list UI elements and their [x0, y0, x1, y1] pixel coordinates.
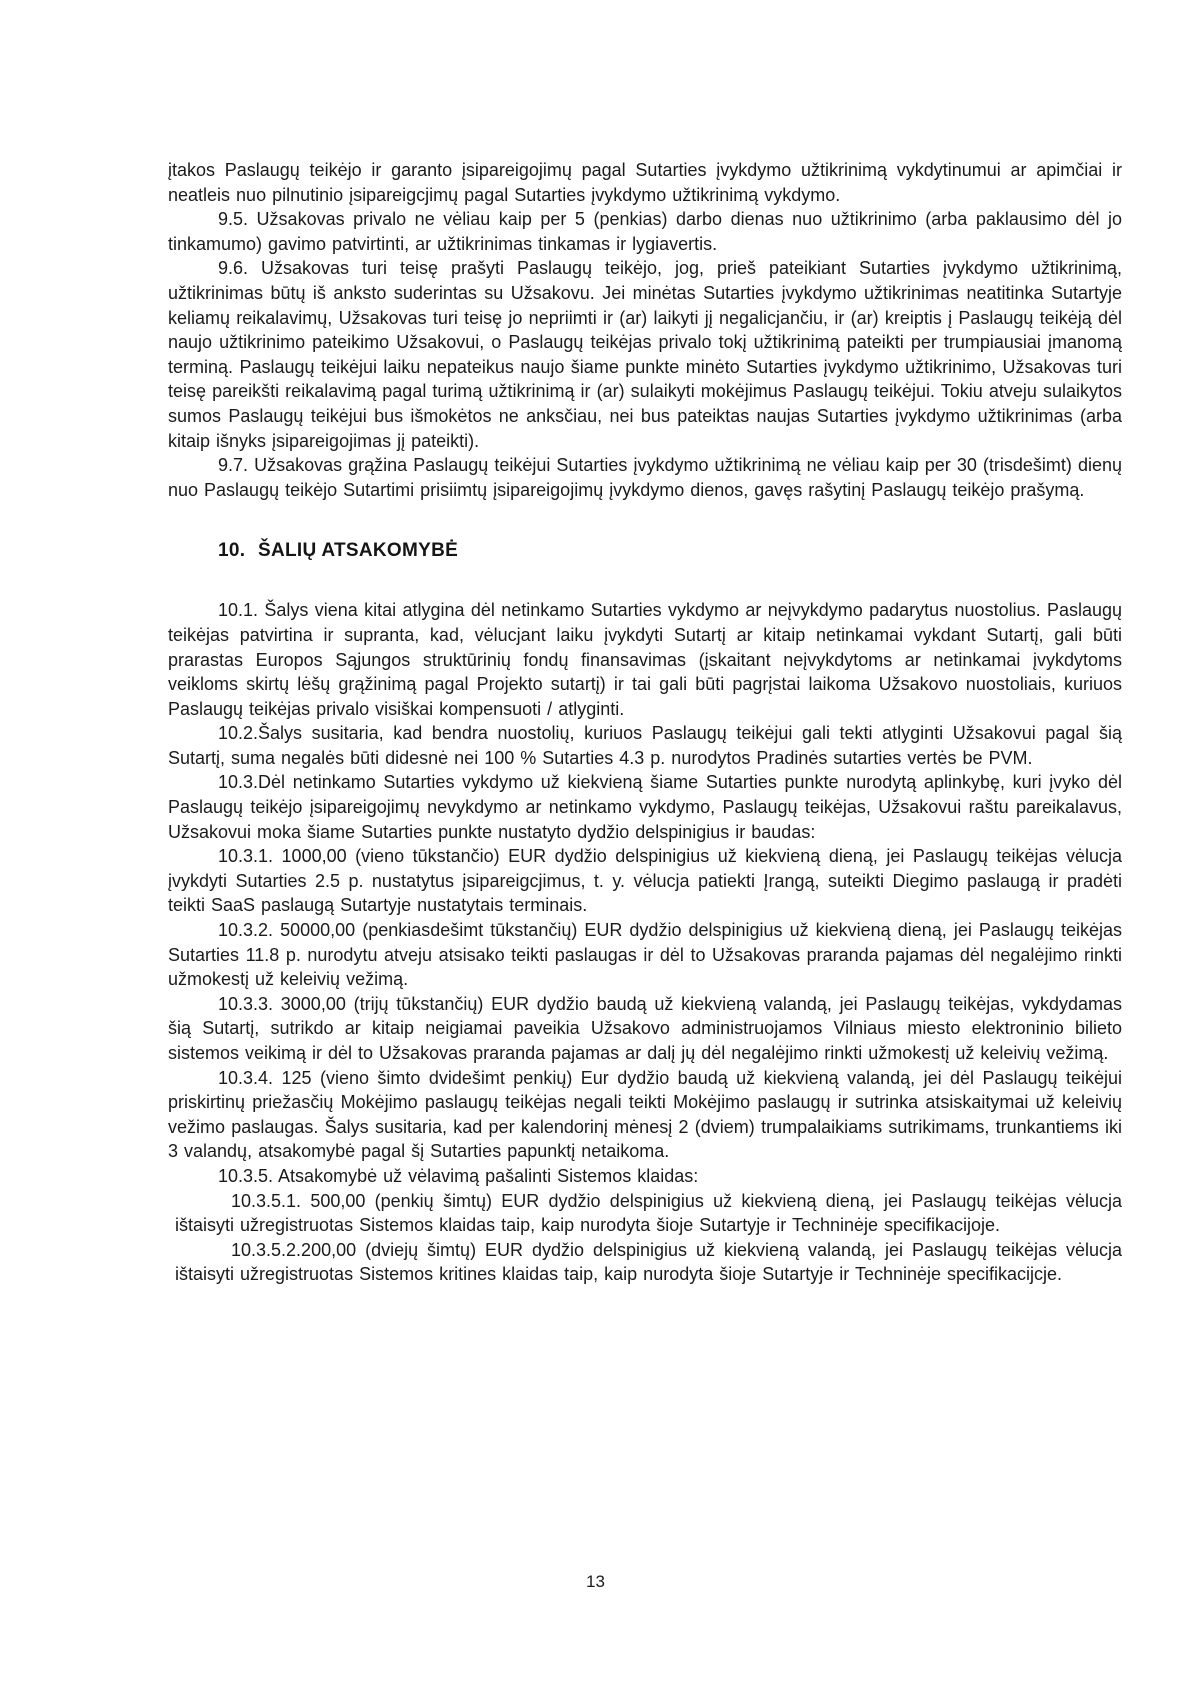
paragraph-9-6: 9.6. Užsakovas turi teisę prašyti Paslaugų teikėjo, jog, prieš pateikiant Sutarties įvykdymo užtikrinimą, užtikrinimas būtų iš anksto suderintas su Užsakovu. Jei minėtas Sutarties įvykdymo užtikrinimas neatitinka Sutartyje keliamų reikalavimų, Užsakovas turi teisę jo nepriimti ir (ar) laikyti jį negalicjančiu, ir (ar) kreiptis į Paslaugų teikėją dėl naujo užtikrinimo pateikimo Užsakovui, o Paslaugų teikėjas privalo tokį užtikrinimą pateikti per trumpiausiai įmanomą terminą. Paslaugų teikėjui laiku nepateikus naujo šiame punkte minėto Sutarties įvykdymo užtikrinimo, Užsakovas turi teisę pareikšti reikalavimą pagal turimą užtikrinimą ir (ar) sulaikyti mokėjimus Paslaugų teikėjui. Tokiu atveju sulaikytos sumos Paslaugų teikėjui bus išmokėtos ne anksčiau, nei bus pateiktas naujas Sutarties įvykdymo užtikrinimas (arba kitaip išnyks įsipareigojimas jį pateikti).: [168, 258, 1122, 451]
paragraph-10-3-5-2: 10.3.5.2.200,00 (dviejų šimtų) EUR dydžio delspinigius už kiekvieną valandą, jei Paslaugų teikėjas vėlucja ištaisyti užregistruotas Sistemos kritines klaidas taip, kaip nurodyta šioje Sutartyje ir Techninėje specifikacijcje.: [175, 1239, 1122, 1285]
paragraph-10-2: 10.2.Šalys susitaria, kad bendra nuostolių, kuriuos Paslaugų teikėjui gali tekti atlyginti Užsakovui pagal šią Sutartį, suma negalės būti didesnė nei 100 % Sutarties 4.3 p. nurodytos Pradinės sutarties vertės be PVM.: [168, 723, 1122, 768]
section-heading: [168, 540, 1122, 562]
paragraph-9-7: 9.7. Užsakovas grąžina Paslaugų teikėjui Sutarties įvykdymo užtikrinimą ne vėliau kaip per 30 (trisdešimt) dienų nuo Paslaugų teikėjo Sutartimi prisiimtų įsipareigojimų įvykdymo dienos, gavęs rašytinį Paslaugų teikėjo prašymą.: [168, 455, 1122, 500]
paragraph-10-3-1: 10.3.1. 1000,00 (vieno tūkstančio) EUR dydžio delspinigius už kiekvieną dieną, jei Paslaugų teikėjas vėlucja įvykdyti Sutarties 2.5 p. nustatytus įsipareigcjimus, t. y. vėlucja patiekti Įrangą, suteikti Diegimo paslaugą ir pradėti teikti SaaS paslaugą Sutartyje nustatytais terminais.: [168, 846, 1122, 916]
paragraph-10-3-3: 10.3.3. 3000,00 (trijų tūkstančių) EUR dydžio baudą už kiekvieną valandą, jei Paslaugų teikėjas, vykdydamas šią Sutartį, sutrikdo ar kitaip neigiamai paveikia Užsakovo administruojamos Vilniaus miesto elektroninio bilieto sistemos veikimą ir dėl to Užsakovas praranda pajamas ar dalį jų dėl negalėjimo rinkti užmokestį už keleivių vežimą.: [168, 993, 1122, 1063]
paragraph-continuation: įtakos Paslaugų teikėjo ir garanto įsipareigojimų pagal Sutarties įvykdymo užtikrinimą vykdytinumui ar apimčiai ir neatleis nuo pilnutinio įsipareigcjimų pagal Sutarties įvykdymo užtikrinimą vykdymo.: [168, 160, 1122, 205]
paragraph-10-3: 10.3.Dėl netinkamo Sutarties vykdymo už kiekvieną šiame Sutarties punkte nurodytą aplinkybę, kuri įvyko dėl Paslaugų teikėjo įsipareigojimų nevykdymo ar netinkamo vykdymo, Paslaugų teikėjas, Užsakovui raštu pareikalavus, Užsakovui moka šiame Sutarties punkte nustatyto dydžio delspinigius ir baudas:: [168, 772, 1122, 842]
paragraph-10-3-5: 10.3.5. Atsakomybė už vėlavimą pašalinti Sistemos klaidas:: [218, 1165, 699, 1186]
paragraph-10-3-2: 10.3.2. 50000,00 (penkiasdešimt tūkstančių) EUR dydžio delspinigius už kiekvieną dieną, jei Paslaugų teikėjas Sutarties 11.8 p. nurodytu atveju atsisako teikti paslaugas ir dėl to Užsakovas praranda pajamas dėl negalėjimo rinkti užmokestį už keleivių vežimą.: [168, 920, 1122, 990]
paragraph-10-3-4: 10.3.4. 125 (vieno šimto dvidešimt penkių) Eur dydžio baudą už kiekvieną valandą, jei dėl Paslaugų teikėjui priskirtinų priežasčių Mokėjimo paslaugų teikėjas negali teikti Mokėjimo paslaugų ir sutrinka atsiskaitymai už keleivių vežimo paslaugas. Šalys susitaria, kad per kalendorinį mėnesį 2 (dviem) trumpalaikiams sutrikimams, trunkantiems iki 3 valandų, atsakomybė pagal šį Sutarties papunktį netaikoma.: [168, 1067, 1122, 1162]
paragraph-10-1: 10.1. Šalys viena kitai atlygina dėl netinkamo Sutarties vykdymo ar neįvykdymo padarytus nuostolius. Paslaugų teikėjas patvirtina ir supranta, kad, vėlucjant laiku įvykdyti Sutartį ar kitaip netinkamai vykdant Sutartį, gali būti prarastas Europos Sąjungos struktūrinių fondų finansavimas (įskaitant neįvykdytoms ar netinkamai įvykdytoms veikloms skirtų lėšų grąžinimą pagal Projekto sutartį) ir tai gali būti pagrįstai laikoma Užsakovo nuostoliais, kuriuos Paslaugų teikėjas privalo visiškai kompensuoti / atlyginti.: [168, 600, 1122, 719]
section-heading-title: ŠALIŲ ATSAKOMYBĖ: [258, 540, 459, 562]
page-number: 13: [586, 1572, 605, 1591]
section-heading-number: 10.: [218, 540, 246, 562]
document-body: [168, 158, 1122, 1287]
paragraph-9-5: 9.5. Užsakovas privalo ne vėliau kaip per 5 (penkias) darbo dienas nuo užtikrinimo (arba paklausimo dėl jo tinkamumo) gavimo patvirtinti, ar užtikrinimas tinkamas ir lygiavertis.: [168, 209, 1122, 254]
paragraph-10-3-5-1: 10.3.5.1. 500,00 (penkių šimtų) EUR dydžio delspinigius už kiekvieną dieną, jei Paslaugų teikėjas vėlucja ištaisyti užregistruotas Sistemos klaidas taip, kaip nurodyta šioje Sutartyje ir Techninėje specifikacijoje.: [175, 1190, 1122, 1236]
